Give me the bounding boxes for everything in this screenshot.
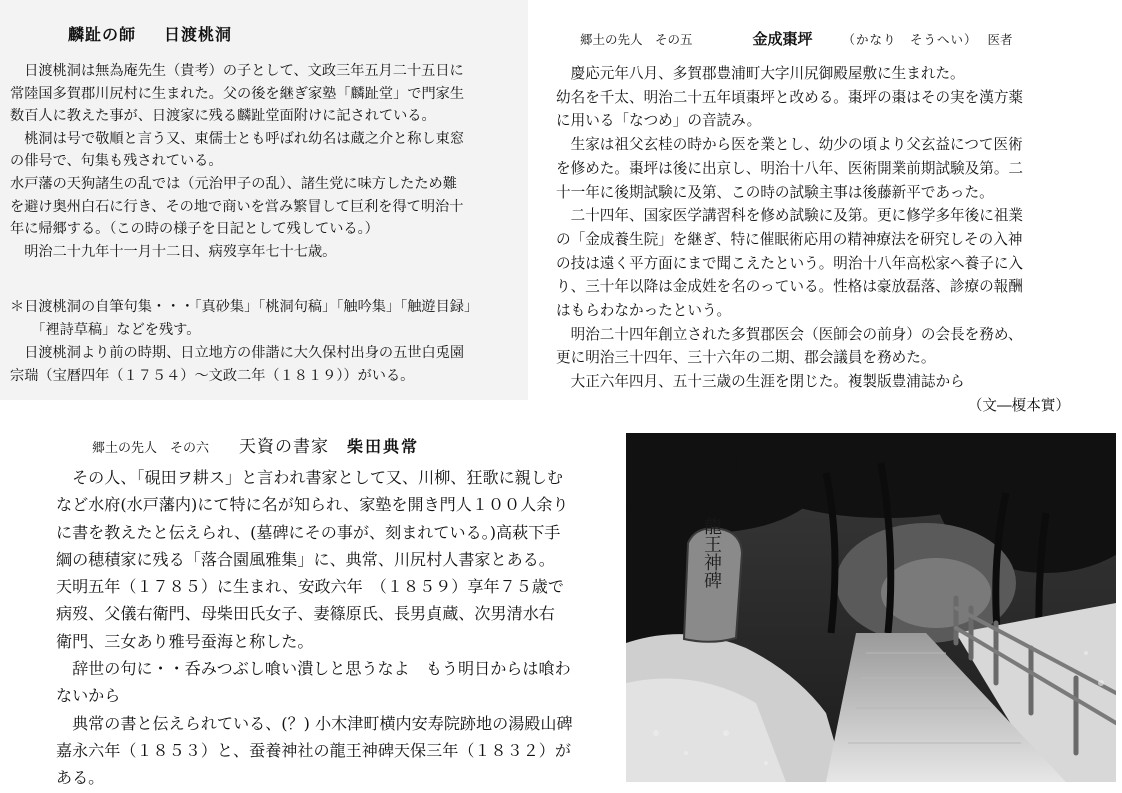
paragraph-line: 大正六年四月、五十三歳の生涯を閉じた。複製版豊浦誌から bbox=[556, 373, 965, 391]
person-name: 金成棗坪 bbox=[752, 30, 813, 48]
article-shibata-norotsune bbox=[0, 412, 620, 793]
occupation: 医者 bbox=[987, 32, 1013, 47]
paragraph-line: 常陸国多賀郡川尻村に生まれた。父の後を継ぎ家塾「麟趾堂」で門家生 bbox=[10, 85, 465, 102]
paragraph-line: 桃洞は号で敬順と言う又、東儒士とも呼ばれ幼名は蔵之介と称し東窓 bbox=[10, 130, 465, 147]
series-label: 郷土の先人 その五 bbox=[580, 32, 693, 47]
article-body bbox=[556, 62, 1116, 418]
paragraph-line: 生家は祖父玄桂の時から医を業とし、幼少の頃より父玄益につて医術 bbox=[556, 136, 1023, 154]
note-line: ＊日渡桃洞の自筆句集・・・「真砂集」「桃洞句稿」「触吟集」「触遊目録」 bbox=[10, 299, 479, 315]
paragraph-line: 天明五年（１７８５）に生まれ、安政六年 （１８５９）享年７５歳で bbox=[56, 577, 564, 597]
paragraph-line: の俳号で、句集も残されている。 bbox=[10, 153, 223, 170]
photo-illustration bbox=[626, 433, 1116, 782]
article-hiwatari-todo bbox=[0, 0, 528, 400]
paragraph-line: 日渡桃洞は無為庵先生（貴考）の子として、文政三年五月二十五日に bbox=[10, 63, 464, 79]
paragraph-line: 二十四年、国家医学講習科を修め試験に及第。更に修学多年後に祖業 bbox=[556, 207, 1024, 225]
paragraph-line: 綱の穂積家に残る「落合園風雅集」に、典常、川尻村人書家とある。 bbox=[56, 549, 555, 569]
paragraph-line: の「金成養生院」を継ぎ、特に催眠術応用の精神療法を研究しその入神 bbox=[556, 230, 1023, 248]
paragraph-line: 典常の書と伝えられている、(？) 小木津町横内安寿院跡地の湯殿山碑 bbox=[56, 713, 573, 733]
paragraph-line: 辞世の句に・・呑みつぶし喰い潰しと思うなよ もう明日からは喰わ bbox=[56, 659, 571, 679]
paragraph-line: に用いる「なつめ」の音読み。 bbox=[556, 112, 762, 130]
paragraph-line: など水府(水戸藩内)にて特に名が知られ、家塾を開き門人１００人余り bbox=[56, 495, 569, 515]
article-title: 天資の書家 bbox=[239, 437, 330, 457]
paragraph-line: の技は遠く平方面にまで聞こえたという。明治十八年高松家へ養子に入 bbox=[556, 254, 1024, 272]
note-line: 宗瑞（宝暦四年（１７５４）～文政二年（１８１９））がいる。 bbox=[10, 368, 415, 384]
paragraph-line: 数百人に教えた事が、日渡家に残る麟趾堂面附けに記されている。 bbox=[10, 108, 436, 125]
paragraph-line: 幼名を千太、明治二十五年頃棗坪と改める。棗坪の棗はその実を漢方薬 bbox=[556, 88, 1024, 106]
paragraph-line: ないから bbox=[56, 686, 121, 706]
author-credit: （文―榎本實） bbox=[967, 396, 1070, 414]
article-heading bbox=[580, 28, 1013, 49]
paragraph-line: 嘉永六年（１８５３）と、蚕養神社の龍王神碑天保三年（１８３２）が bbox=[56, 740, 571, 760]
paragraph-line: を修めた。棗坪は後に出京し、明治十八年、医術開業前期試験及第。二 bbox=[556, 159, 1024, 177]
paragraph-line: に書を教えたと伝えられ、(墓碑にその事が、刻まれている。)高萩下手 bbox=[56, 522, 561, 542]
article-heading bbox=[92, 432, 419, 457]
article-title bbox=[68, 22, 232, 45]
article-note bbox=[10, 296, 522, 388]
paragraph-line: ある。 bbox=[56, 768, 105, 788]
paragraph-line: 慶応元年八月、多賀郡豊浦町大字川尻御殿屋敷に生まれた。 bbox=[556, 65, 965, 82]
paragraph-line: 年に帰郷する。（この時の様子を日記として残している。） bbox=[10, 221, 379, 238]
paragraph-line: 更に明治三十四年、三十六年の二期、郡会議員を務めた。 bbox=[556, 349, 936, 367]
paragraph-line: を避け奥州白石に行き、その地で商いを営み繁冒して巨利を得て明治十 bbox=[10, 198, 464, 215]
paragraph-line: 水戸藩の天狗諸生の乱では（元治甲子の乱）、諸生党に味方したため難 bbox=[10, 175, 457, 192]
paragraph-line: 病歿、父儀右衛門、母柴田氏女子、妻篠原氏、長男貞蔵、次男清水右 bbox=[56, 604, 555, 624]
paragraph-line: 明治二十九年十一月十二日、病歿享年七十七歳。 bbox=[10, 243, 337, 260]
paragraph-line: 明治二十四年創立された多賀郡医会（医師会の前身）の会長を務め、 bbox=[556, 325, 1023, 343]
paragraph-line: 十一年に後期試験に及第、この時の試験主事は後藤新平であった。 bbox=[556, 183, 994, 201]
name-reading: （かなり そうへい） bbox=[842, 32, 978, 47]
paragraph-line: 衛門、三女あり雅号蚕海と称した。 bbox=[56, 631, 314, 651]
article-body bbox=[56, 464, 611, 792]
monument-inscription: 龍王神碑 bbox=[702, 517, 722, 589]
paragraph-line: はもらわなかったという。 bbox=[556, 302, 732, 320]
article-kanari-sohei bbox=[540, 0, 1122, 420]
title-prefix: 麟趾の師 bbox=[68, 25, 137, 44]
monument-path-photo bbox=[626, 433, 1116, 782]
series-label: 郷土の先人 その六 bbox=[92, 441, 210, 456]
note-line: 日渡桃洞より前の時期、日立地方の俳諧に大久保村出身の五世白兎園 bbox=[10, 345, 465, 361]
paragraph-line: り、三十年以降は金成姓を名のっている。性格は豪放磊落、診療の報酬 bbox=[556, 278, 1023, 296]
paragraph-line: その人、「硯田ヲ耕ス」と言われ書家として又、川柳、狂歌に親しむ bbox=[56, 468, 563, 487]
note-line: 「裡詩草稿」などを残す。 bbox=[10, 322, 201, 338]
article-body bbox=[10, 60, 522, 263]
person-name: 柴田典常 bbox=[347, 437, 420, 456]
title-name: 日渡桃洞 bbox=[164, 25, 233, 44]
